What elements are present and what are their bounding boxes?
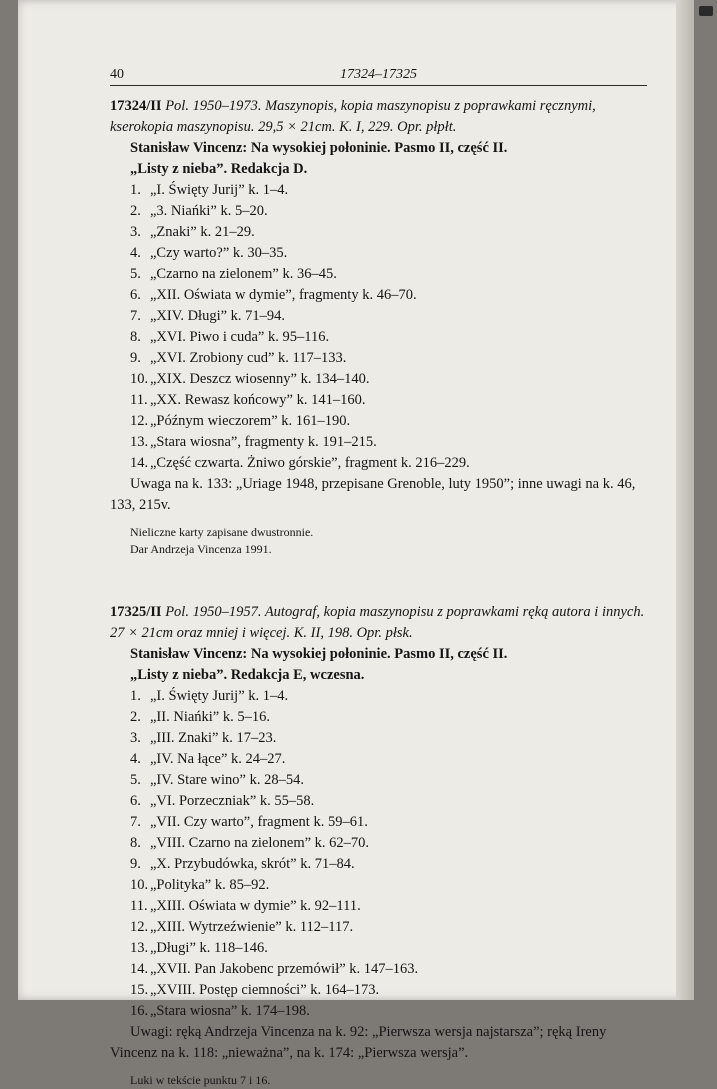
- entry-subtitle: „Listy z nieba”. Redakcja E, wczesna.: [130, 667, 365, 683]
- running-header: [110, 65, 647, 86]
- corner-marker: [699, 6, 713, 16]
- entry-id: 17324/II: [110, 98, 162, 114]
- entry-id: 17325/II: [110, 604, 162, 620]
- page-number: 40: [110, 67, 124, 82]
- list-item: 13. „Stara wiosna”, fragmenty k. 191–215.: [130, 434, 377, 450]
- catalog-content: [110, 96, 647, 1089]
- list-item: 9. „X. Przybudówka, skrót” k. 71–84.: [130, 856, 355, 872]
- list-item: 11. „XIII. Oświata w dymie” k. 92–111.: [130, 898, 361, 914]
- list-item: 1. „I. Święty Jurij” k. 1–4.: [130, 182, 289, 198]
- entry-remark: Uwagi: ręką Andrzeja Vincenza na k. 92: „Pierwsza wersja najstarsza”; ręką Ireny Vincenz na k. 118: „nieważna”, na k. 174: „Pierwsza wersja”.: [110, 1024, 607, 1061]
- list-item: 4. „IV. Na łące” k. 24–27.: [130, 751, 286, 767]
- entry-remark: Uwaga na k. 133: „Uriage 1948, przepisane Grenoble, luty 1950”; inne uwagi na k. 46, 133, 215v.: [110, 476, 636, 513]
- list-item: 1. „I. Święty Jurij” k. 1–4.: [130, 688, 289, 704]
- entry-author-title: Stanisław Vincenz: Na wysokiej połoninie. Pasmo II, część II.: [130, 140, 508, 156]
- list-item: 10. „XIX. Deszcz wiosenny” k. 134–140.: [130, 371, 370, 387]
- list-item: 10. „Polityka” k. 85–92.: [130, 877, 270, 893]
- list-item: 8. „XVI. Piwo i cuda” k. 95–116.: [130, 329, 330, 345]
- entry-item-list: [110, 686, 647, 1022]
- list-item: 9. „XVI. Zrobiony cud” k. 117–133.: [130, 350, 347, 366]
- list-item: 5. „Czarno na zielonem” k. 36–45.: [130, 266, 337, 282]
- list-item: 4. „Czy warto?” k. 30–35.: [130, 245, 288, 261]
- list-item: 7. „VII. Czy warto”, fragment k. 59–61.: [130, 814, 368, 830]
- list-item: 14. „XVII. Pan Jakobenc przemówił” k. 147–163.: [130, 961, 419, 977]
- entry-heading: [110, 96, 647, 138]
- list-item: 12. „Późnym wieczorem” k. 161–190.: [130, 413, 351, 429]
- catalog-entry: [110, 96, 647, 558]
- entry-subtitle: „Listy z nieba”. Redakcja D.: [130, 161, 308, 177]
- entry-description: Pol. 1950–1973. Maszynopis, kopia maszynopisu z poprawkami ręcznymi, kserokopia maszynopisu. 29,5 × 21cm. K. I, 229. Opr. płpłt.: [110, 98, 596, 135]
- list-item: 6. „XII. Oświata w dymie”, fragmenty k. 46–70.: [130, 287, 417, 303]
- entry-note: Dar Andrzeja Vincenza 1991.: [130, 542, 272, 556]
- list-item: 15. „XVIII. Postęp ciemności” k. 164–173.: [130, 982, 380, 998]
- list-item: 5. „IV. Stare wino” k. 28–54.: [130, 772, 304, 788]
- list-item: 3. „III. Znaki” k. 17–23.: [130, 730, 277, 746]
- entry-note: Nieliczne karty zapisane dwustronnie.: [130, 525, 314, 539]
- list-item: 7. „XIV. Długi” k. 71–94.: [130, 308, 286, 324]
- list-item: 8. „VIII. Czarno na zielonem” k. 62–70.: [130, 835, 370, 851]
- list-item: 6. „VI. Porzeczniak” k. 55–58.: [130, 793, 315, 809]
- list-item: 13. „Długi” k. 118–146.: [130, 940, 268, 956]
- catalog-entry: [110, 602, 647, 1089]
- list-item: 2. „II. Niańki” k. 5–16.: [130, 709, 270, 725]
- list-item: 3. „Znaki” k. 21–29.: [130, 224, 255, 240]
- running-title: 17324–17325: [340, 67, 417, 82]
- list-item: 14. „Część czwarta. Żniwo górskie”, fragment k. 216–229.: [130, 455, 470, 471]
- entry-author-title: Stanisław Vincenz: Na wysokiej połoninie. Pasmo II, część II.: [130, 646, 508, 662]
- entry-note: Luki w tekście punktu 7 i 16.: [130, 1073, 271, 1087]
- list-item: 11. „XX. Rewasz końcowy” k. 141–160.: [130, 392, 366, 408]
- entry-description: Pol. 1950–1957. Autograf, kopia maszynopisu z poprawkami ręką autora i innych. 27 × 21cm oraz mniej i więcej. K. II, 198. Opr. płsk.: [110, 604, 645, 641]
- list-item: 12. „XIII. Wytrzeźwienie” k. 112–117.: [130, 919, 354, 935]
- page-edge: [676, 0, 694, 1000]
- list-item: 16. „Stara wiosna” k. 174–198.: [130, 1003, 310, 1019]
- entry-heading: [110, 602, 647, 644]
- list-item: 2. „3. Niańki” k. 5–20.: [130, 203, 268, 219]
- entry-item-list: [110, 180, 647, 474]
